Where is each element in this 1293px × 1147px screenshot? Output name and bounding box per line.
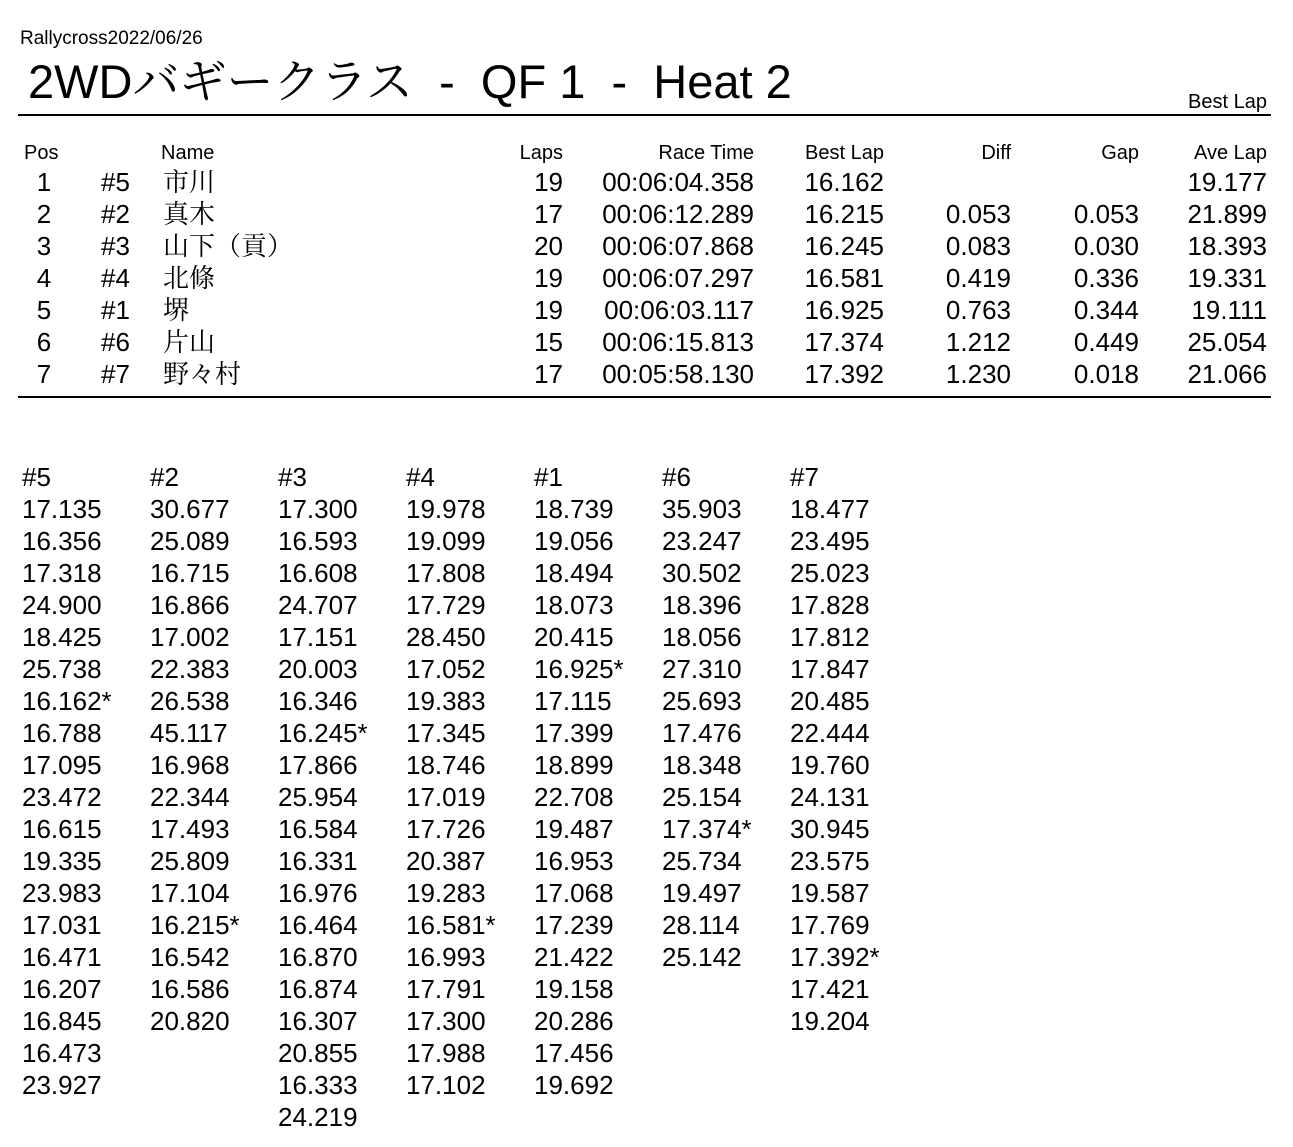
result-driver-name: 野々村 — [163, 359, 242, 389]
result-ave-lap: 18.393 — [1187, 231, 1267, 261]
lap-time: 16.215* — [150, 910, 240, 940]
lap-time: 20.485 — [790, 686, 870, 716]
lap-time: 17.769 — [790, 910, 870, 940]
result-car-number: #2 — [101, 199, 130, 229]
lap-time: 17.318 — [22, 558, 102, 588]
result-laps: 20 — [534, 231, 563, 261]
lap-time: 16.845 — [22, 1006, 102, 1036]
lap-time: 16.870 — [278, 942, 358, 972]
lap-column-header: #1 — [534, 462, 563, 492]
result-race-time: 00:06:15.813 — [602, 327, 754, 357]
result-ave-lap: 21.066 — [1187, 359, 1267, 389]
lap-time: 17.151 — [278, 622, 358, 652]
result-gap: 0.030 — [1073, 231, 1139, 261]
lap-time: 23.983 — [22, 878, 102, 908]
lap-time: 30.502 — [662, 558, 742, 588]
lap-time: 24.707 — [278, 590, 358, 620]
lap-time: 19.487 — [534, 814, 614, 844]
lap-time: 17.095 — [22, 750, 102, 780]
result-pos: 2 — [36, 199, 52, 229]
result-car-number: #6 — [101, 327, 130, 357]
result-laps: 19 — [534, 263, 563, 293]
lap-time: 17.031 — [22, 910, 102, 940]
lap-time: 16.953 — [534, 846, 614, 876]
lap-time: 19.383 — [406, 686, 486, 716]
lap-time: 20.855 — [278, 1038, 358, 1068]
lap-time: 18.899 — [534, 750, 614, 780]
race-title: 2WDバギークラス - QF 1 - Heat 2 — [28, 55, 792, 108]
result-pos: 3 — [36, 231, 52, 261]
result-best-lap: 17.392 — [804, 359, 884, 389]
lap-time: 24.900 — [22, 590, 102, 620]
lap-time: 18.396 — [662, 590, 742, 620]
lap-time: 19.335 — [22, 846, 102, 876]
lap-time: 17.019 — [406, 782, 486, 812]
lap-time: 28.114 — [662, 910, 740, 940]
result-race-time: 00:06:03.117 — [604, 295, 754, 325]
result-driver-name: 北條 — [163, 263, 216, 293]
result-car-number: #5 — [101, 167, 130, 197]
result-pos: 4 — [36, 263, 52, 293]
result-diff: 0.083 — [945, 231, 1011, 261]
result-car-number: #7 — [101, 359, 130, 389]
lap-time: 17.399 — [534, 718, 614, 748]
result-laps: 17 — [534, 199, 563, 229]
result-gap: 0.449 — [1073, 327, 1139, 357]
lap-time: 23.495 — [790, 526, 870, 556]
result-row — [0, 294, 1293, 326]
lap-column-header: #6 — [662, 462, 691, 492]
result-race-time: 00:06:07.868 — [602, 231, 754, 261]
lap-time: 25.089 — [150, 526, 230, 556]
lap-time: 16.925* — [534, 654, 624, 684]
lap-time: 17.300 — [278, 494, 358, 524]
lap-column-header: #2 — [150, 462, 179, 492]
lap-time: 19.692 — [534, 1070, 614, 1100]
lap-time: 23.247 — [662, 526, 742, 556]
lap-time: 17.002 — [150, 622, 230, 652]
col-header-best-lap: Best Lap — [805, 142, 884, 164]
lap-time: 16.473 — [22, 1038, 102, 1068]
lap-column — [662, 461, 790, 1133]
sort-label: Best Lap — [1188, 91, 1267, 113]
lap-time: 22.383 — [150, 654, 230, 684]
lap-time: 16.976 — [278, 878, 358, 908]
lap-time: 18.425 — [22, 622, 102, 652]
lap-time: 25.809 — [150, 846, 230, 876]
lap-time: 17.476 — [662, 718, 742, 748]
lap-time: 18.056 — [662, 622, 742, 652]
result-gap: 0.344 — [1073, 295, 1139, 325]
result-gap: 0.018 — [1073, 359, 1139, 389]
col-header-ave-lap: Ave Lap — [1193, 142, 1267, 164]
lap-times-table — [22, 461, 918, 1133]
lap-time: 17.052 — [406, 654, 486, 684]
result-race-time: 00:05:58.130 — [602, 359, 754, 389]
lap-time: 20.387 — [406, 846, 486, 876]
lap-time: 25.154 — [662, 782, 742, 812]
result-driver-name: 真木 — [163, 199, 216, 229]
result-driver-name: 山下（貢） — [163, 231, 294, 261]
lap-time: 17.374* — [662, 814, 752, 844]
result-diff: 1.230 — [945, 359, 1011, 389]
col-header-race-time: Race Time — [658, 142, 754, 164]
result-best-lap: 16.925 — [804, 295, 884, 325]
result-driver-name: 市川 — [163, 167, 216, 197]
result-ave-lap: 19.177 — [1187, 167, 1267, 197]
lap-time: 20.415 — [534, 622, 614, 652]
lap-time: 16.162* — [22, 686, 112, 716]
result-best-lap: 16.245 — [804, 231, 884, 261]
result-best-lap: 16.215 — [804, 199, 884, 229]
lap-column-header: #4 — [406, 462, 435, 492]
lap-time: 23.472 — [22, 782, 102, 812]
col-header-laps: Laps — [519, 142, 563, 164]
col-header-diff: Diff — [981, 142, 1011, 164]
lap-time: 16.586 — [150, 974, 230, 1004]
lap-column — [278, 461, 406, 1133]
result-race-time: 00:06:07.297 — [602, 263, 754, 293]
lap-column-header: #3 — [278, 462, 307, 492]
result-best-lap: 16.162 — [804, 167, 884, 197]
lap-time: 18.746 — [406, 750, 486, 780]
result-row — [0, 358, 1293, 390]
lap-time: 17.239 — [534, 910, 614, 940]
lap-time: 19.978 — [406, 494, 486, 524]
lap-column-header: #7 — [790, 462, 819, 492]
result-gap: 0.336 — [1073, 263, 1139, 293]
result-diff: 1.212 — [945, 327, 1011, 357]
lap-time: 19.587 — [790, 878, 870, 908]
result-car-number: #4 — [101, 263, 130, 293]
lap-time: 17.392* — [790, 942, 880, 972]
lap-time: 19.099 — [406, 526, 486, 556]
lap-time: 17.345 — [406, 718, 486, 748]
lap-time: 16.331 — [278, 846, 358, 876]
lap-time: 17.828 — [790, 590, 870, 620]
lap-time: 16.788 — [22, 718, 102, 748]
lap-time: 17.866 — [278, 750, 358, 780]
lap-time: 23.575 — [790, 846, 870, 876]
lap-time: 19.760 — [790, 750, 870, 780]
lap-column — [406, 461, 534, 1133]
lap-time: 30.945 — [790, 814, 870, 844]
result-row — [0, 326, 1293, 358]
lap-time: 24.131 — [790, 782, 870, 812]
lap-time: 16.874 — [278, 974, 358, 1004]
result-pos: 5 — [36, 295, 52, 325]
lap-time: 24.219 — [278, 1102, 358, 1132]
lap-time: 22.444 — [790, 718, 870, 748]
lap-time: 22.708 — [534, 782, 614, 812]
lap-time: 18.739 — [534, 494, 614, 524]
result-driver-name: 堺 — [163, 295, 190, 325]
lap-time: 16.333 — [278, 1070, 358, 1100]
lap-time: 17.421 — [790, 974, 870, 1004]
lap-time: 26.538 — [150, 686, 230, 716]
lap-time: 16.207 — [22, 974, 102, 1004]
lap-time: 16.464 — [278, 910, 358, 940]
lap-column — [150, 461, 278, 1133]
lap-time: 20.003 — [278, 654, 358, 684]
lap-time: 16.245* — [278, 718, 368, 748]
lap-column — [790, 461, 918, 1133]
result-laps: 19 — [534, 295, 563, 325]
lap-time: 30.677 — [150, 494, 230, 524]
lap-time: 17.812 — [790, 622, 870, 652]
results-rule — [18, 396, 1271, 398]
result-laps: 15 — [534, 327, 563, 357]
lap-time: 17.104 — [150, 878, 230, 908]
result-pos: 7 — [36, 359, 52, 389]
lap-time: 17.300 — [406, 1006, 486, 1036]
result-ave-lap: 21.899 — [1187, 199, 1267, 229]
lap-time: 16.471 — [22, 942, 102, 972]
lap-time: 17.726 — [406, 814, 486, 844]
result-best-lap: 17.374 — [804, 327, 884, 357]
lap-time: 17.808 — [406, 558, 486, 588]
lap-time: 16.584 — [278, 814, 358, 844]
lap-time: 19.283 — [406, 878, 486, 908]
lap-time: 25.734 — [662, 846, 742, 876]
result-best-lap: 16.581 — [804, 263, 884, 293]
result-car-number: #3 — [101, 231, 130, 261]
result-driver-name: 片山 — [163, 327, 216, 357]
lap-time: 17.493 — [150, 814, 230, 844]
result-laps: 19 — [534, 167, 563, 197]
lap-time: 27.310 — [662, 654, 742, 684]
result-ave-lap: 19.111 — [1191, 295, 1267, 325]
result-diff: 0.053 — [945, 199, 1011, 229]
lap-column-header: #5 — [22, 462, 51, 492]
result-ave-lap: 25.054 — [1187, 327, 1267, 357]
result-row — [0, 262, 1293, 294]
result-car-number: #1 — [101, 295, 130, 325]
lap-time: 16.615 — [22, 814, 102, 844]
lap-time: 22.344 — [150, 782, 230, 812]
lap-time: 23.927 — [22, 1070, 102, 1100]
lap-time: 45.117 — [150, 718, 228, 748]
lap-time: 16.307 — [278, 1006, 358, 1036]
lap-time: 20.286 — [534, 1006, 614, 1036]
lap-time: 16.715 — [150, 558, 230, 588]
col-header-pos: Pos — [24, 142, 59, 164]
lap-time: 16.593 — [278, 526, 358, 556]
result-diff: 0.763 — [945, 295, 1011, 325]
result-pos: 6 — [36, 327, 52, 357]
lap-time: 16.608 — [278, 558, 358, 588]
lap-time: 17.068 — [534, 878, 614, 908]
lap-time: 17.988 — [406, 1038, 486, 1068]
header-rule — [18, 114, 1271, 116]
result-pos: 1 — [36, 167, 52, 197]
lap-time: 17.115 — [534, 686, 612, 716]
result-laps: 17 — [534, 359, 563, 389]
lap-column — [534, 461, 662, 1133]
result-ave-lap: 19.331 — [1187, 263, 1267, 293]
lap-time: 16.356 — [22, 526, 102, 556]
lap-time: 16.968 — [150, 750, 230, 780]
result-race-time: 00:06:12.289 — [602, 199, 754, 229]
lap-time: 25.954 — [278, 782, 358, 812]
result-gap: 0.053 — [1073, 199, 1139, 229]
lap-time: 18.073 — [534, 590, 614, 620]
lap-time: 16.346 — [278, 686, 358, 716]
lap-time: 19.158 — [534, 974, 614, 1004]
results-header-row — [0, 141, 1293, 166]
lap-time: 17.102 — [406, 1070, 486, 1100]
col-header-name: Name — [161, 142, 215, 164]
lap-time: 25.693 — [662, 686, 742, 716]
lap-time: 35.903 — [662, 494, 742, 524]
lap-time: 18.477 — [790, 494, 870, 524]
lap-time: 28.450 — [406, 622, 486, 652]
lap-time: 17.135 — [22, 494, 102, 524]
lap-time: 19.056 — [534, 526, 614, 556]
lap-time: 25.738 — [22, 654, 102, 684]
result-race-time: 00:06:04.358 — [602, 167, 754, 197]
lap-column — [22, 461, 150, 1133]
result-row — [0, 198, 1293, 230]
event-name: Rallycross2022/06/26 — [20, 28, 203, 49]
lap-time: 20.820 — [150, 1006, 230, 1036]
lap-time: 21.422 — [534, 942, 614, 972]
lap-time: 25.023 — [790, 558, 870, 588]
result-diff: 0.419 — [945, 263, 1011, 293]
lap-time: 18.348 — [662, 750, 742, 780]
lap-time: 19.204 — [790, 1006, 870, 1036]
lap-time: 16.542 — [150, 942, 230, 972]
lap-time: 16.581* — [406, 910, 496, 940]
result-row — [0, 230, 1293, 262]
lap-time: 25.142 — [662, 942, 742, 972]
lap-time: 17.847 — [790, 654, 870, 684]
lap-time: 19.497 — [662, 878, 742, 908]
lap-time: 17.791 — [406, 974, 486, 1004]
lap-time: 18.494 — [534, 558, 614, 588]
result-row — [0, 166, 1293, 198]
results-table — [0, 141, 1293, 390]
lap-time: 17.729 — [406, 590, 486, 620]
lap-time: 16.866 — [150, 590, 230, 620]
lap-time: 17.456 — [534, 1038, 614, 1068]
lap-time: 16.993 — [406, 942, 486, 972]
col-header-gap: Gap — [1101, 142, 1139, 164]
